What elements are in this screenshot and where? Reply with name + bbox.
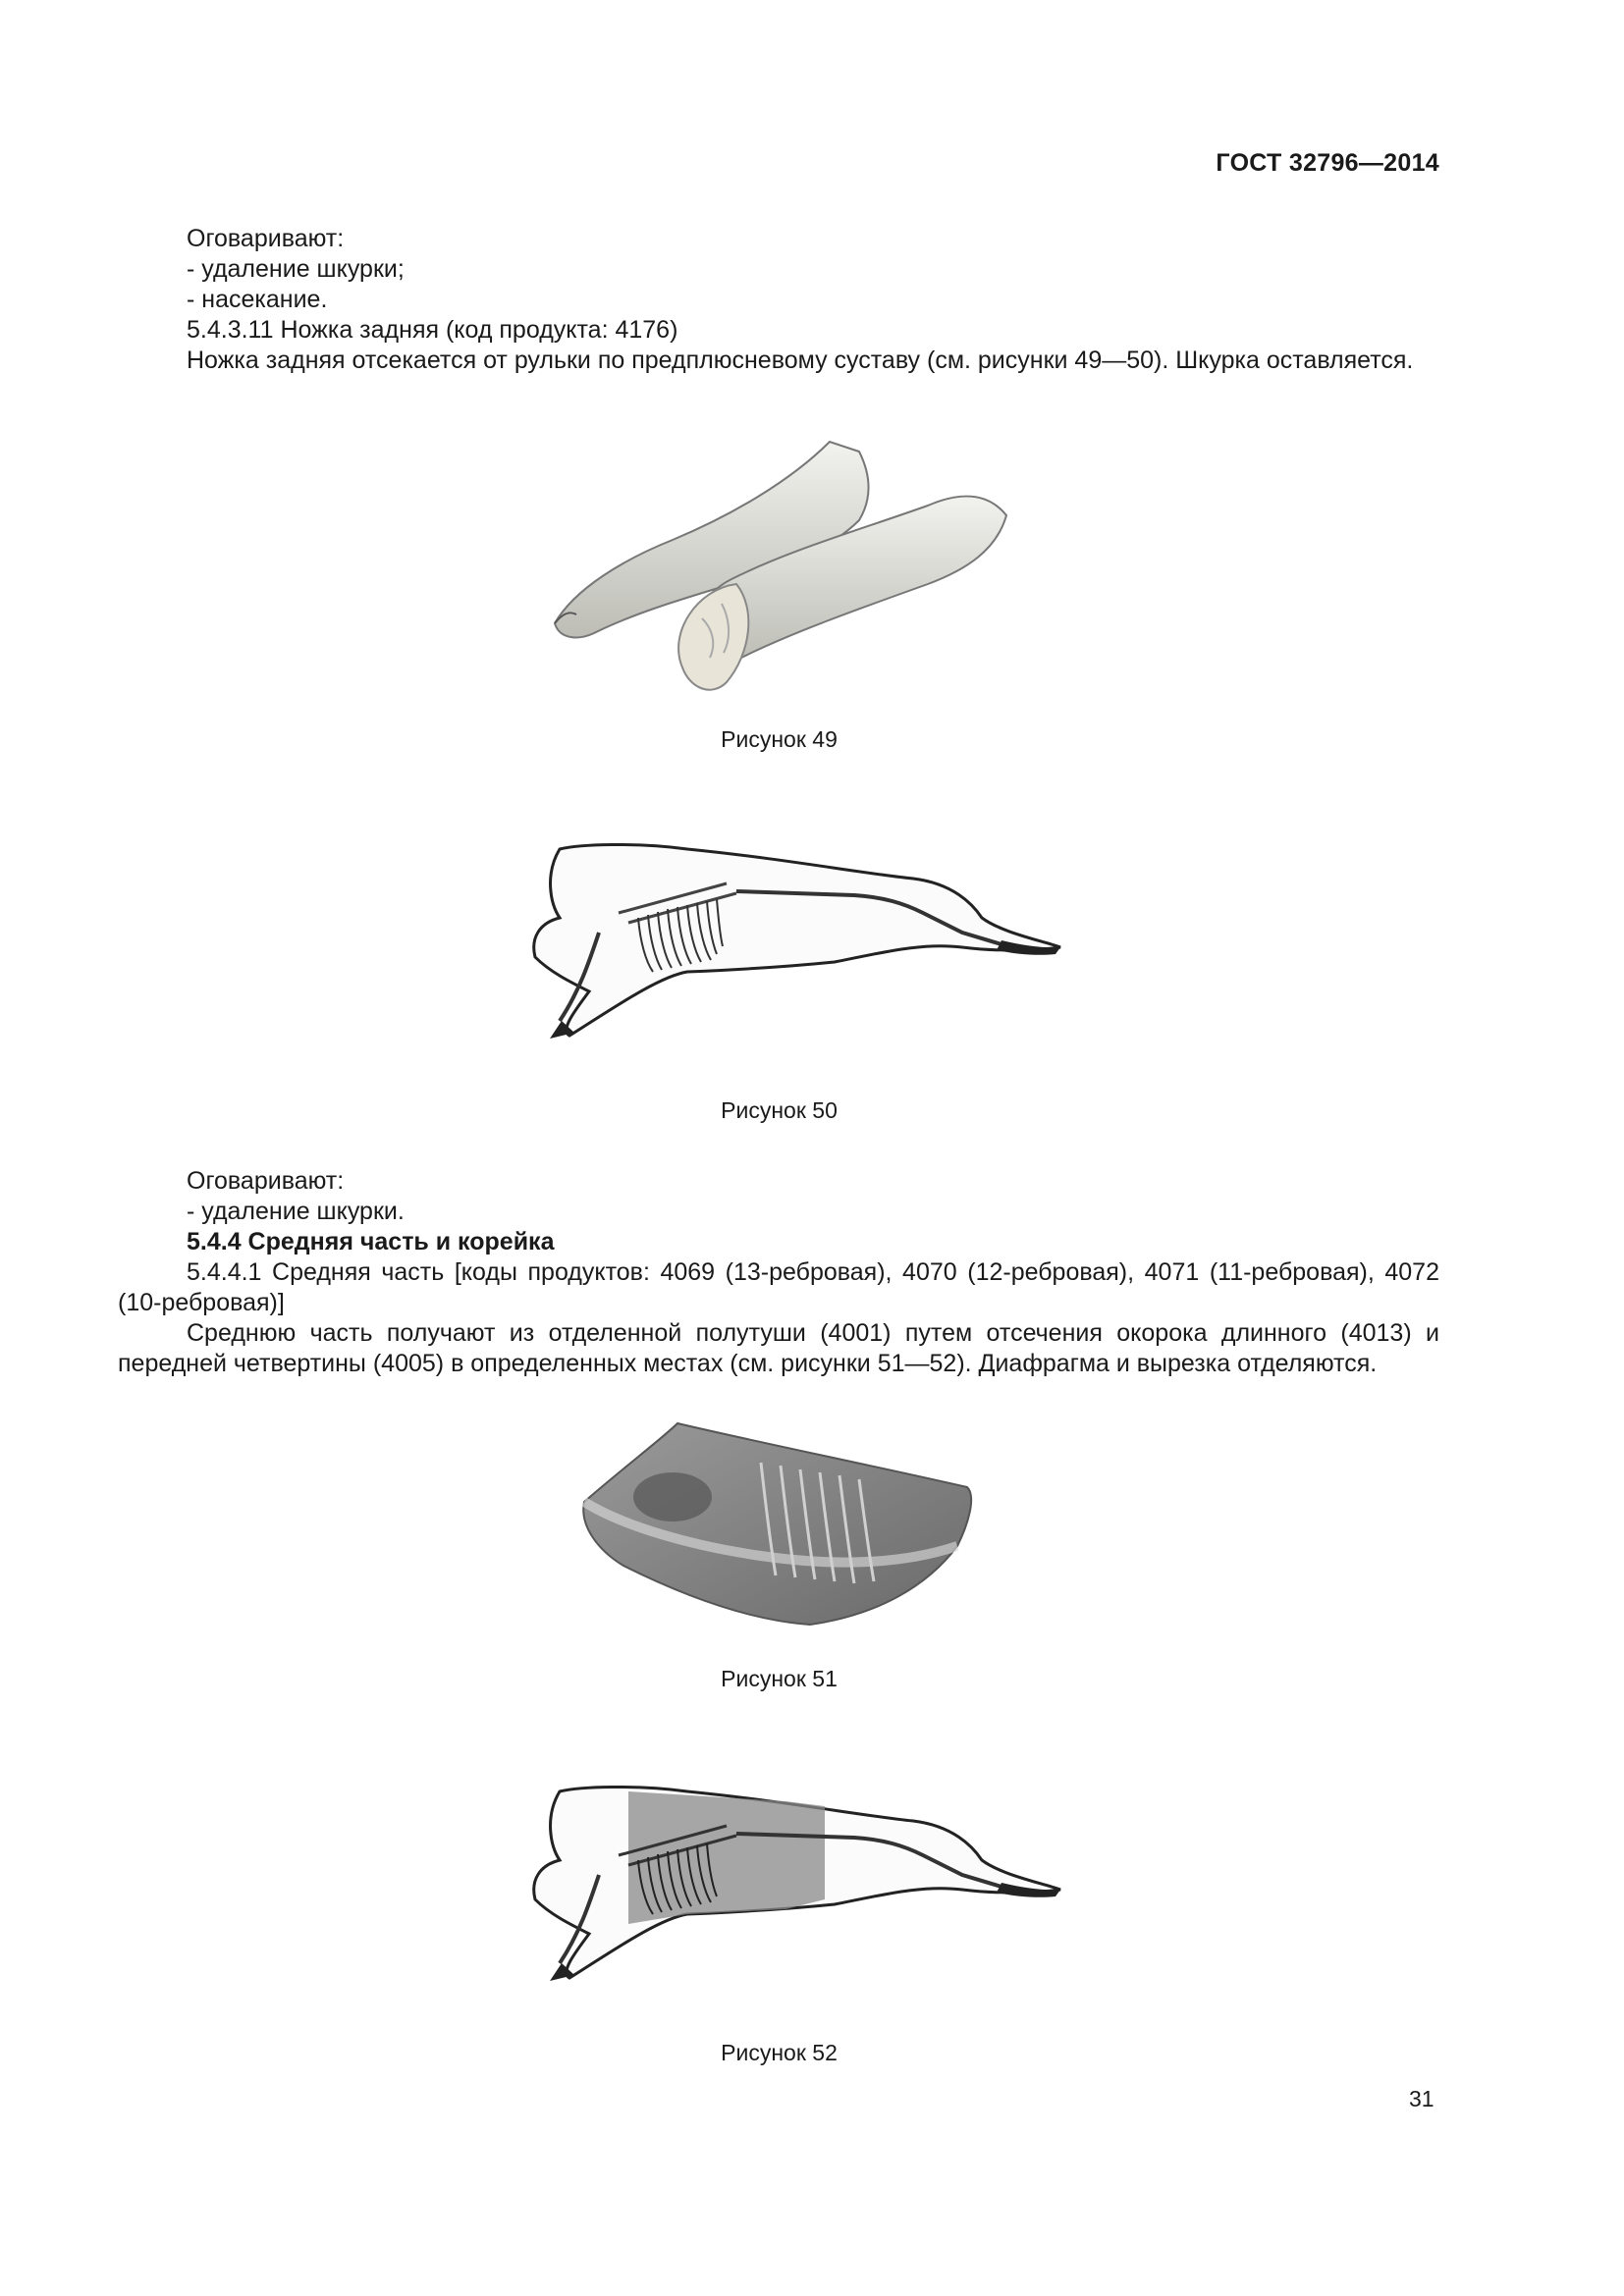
document-header: ГОСТ 32796—2014 [1216,149,1439,177]
page-number: 31 [1409,2086,1435,2111]
list-lead: Оговаривают: [187,225,345,252]
figure-50-caption: Рисунок 50 [721,1097,838,1123]
figure-51-caption: Рисунок 51 [721,1666,838,1691]
list-item: - насекание. [187,286,328,313]
figure-50-image [491,825,1080,1060]
figure-49-image [535,422,1036,717]
figure-51-image [565,1409,987,1654]
section-5-4-4 [118,1166,1439,1379]
paragraph: Ножка задняя отсекается от рульки по предплюсневому суставу (см. рисунки 49—50). Шкурка оставляется. [187,347,1414,374]
subsection-heading: 5.4.3.11 Ножка задняя (код продукта: 4176) [187,316,678,344]
figure-52-caption: Рисунок 52 [721,2040,838,2065]
figure-49-caption: Рисунок 49 [721,726,838,752]
list-lead: Оговаривают: [187,1167,345,1195]
section-heading: 5.4.4 Средняя часть и корейка [187,1228,555,1255]
list-item: - удаление шкурки. [187,1198,405,1225]
paragraph: 5.4.4.1 Средняя часть [коды продуктов: 4069 (13-ребровая), 4070 (12-ребровая), 4071 (11-ребровая), 4072 (10-ребровая)] [118,1258,1439,1316]
paragraph: Среднюю часть получают из отделенной полутуши (4001) путем отсечения окорока длинного (4013) и передней четвертины (4005) в определенных местах (см. рисунки 51—52). Диафрагма и вырезка отделяются. [118,1319,1439,1377]
section-4-3-11 [118,224,1439,376]
list-item: - удаление шкурки; [187,255,405,283]
figure-52-image [491,1767,1080,2002]
